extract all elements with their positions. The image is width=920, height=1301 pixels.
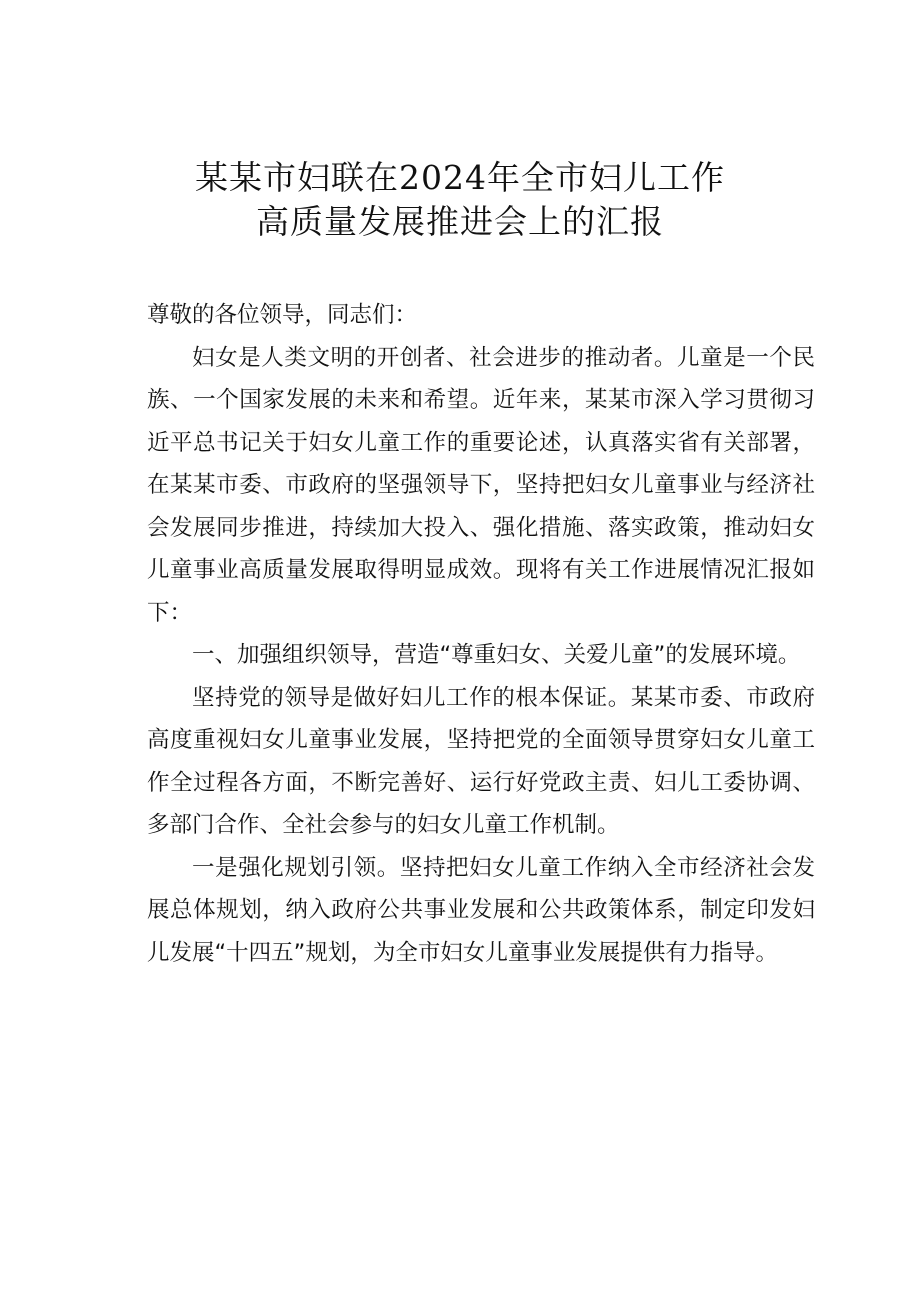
section-heading-1: 一、加强组织领导，营造“尊重妇女、关爱儿童”的发展环境。	[192, 642, 801, 668]
document-body	[147, 294, 815, 974]
document-title-line-1: 某某市妇联在2024年全市妇儿工作	[195, 158, 725, 197]
salutation: 尊敬的各位领导，同志们：	[147, 302, 418, 328]
paragraph-party-leadership: 坚持党的领导是做好妇儿工作的根本保证。某某市委、市政府高度重视妇女儿童事业发展，坚持把党的全面领导贯穿妇女儿童工作全过程各方面，不断完善好、运行好党政主责、妇儿工委协调、多部门合作、全社会参与的妇女儿童工作机制。	[147, 684, 815, 838]
document-title-line-2: 高质量发展推进会上的汇报	[256, 202, 664, 241]
paragraph-planning: 一是强化规划引领。坚持把妇女儿童工作纳入全市经济社会发展总体规划，纳入政府公共事业发展和公共政策体系，制定印发妇儿发展“十四五”规划，为全市妇女儿童事业发展提供有力指导。	[147, 854, 815, 966]
paragraph-intro: 妇女是人类文明的开创者、社会进步的推动者。儿童是一个民族、一个国家发展的未来和希望。近年来，某某市深入学习贯彻习近平总书记关于妇女儿童工作的重要论述，认真落实省有关部署，在某某市委、市政府的坚强领导下，坚持把妇女儿童事业与经济社会发展同步推进，持续加大投入、强化措施、落实政策，推动妇女儿童事业高质量发展取得明显成效。现将有关工作进展情况汇报如下：	[147, 344, 815, 626]
